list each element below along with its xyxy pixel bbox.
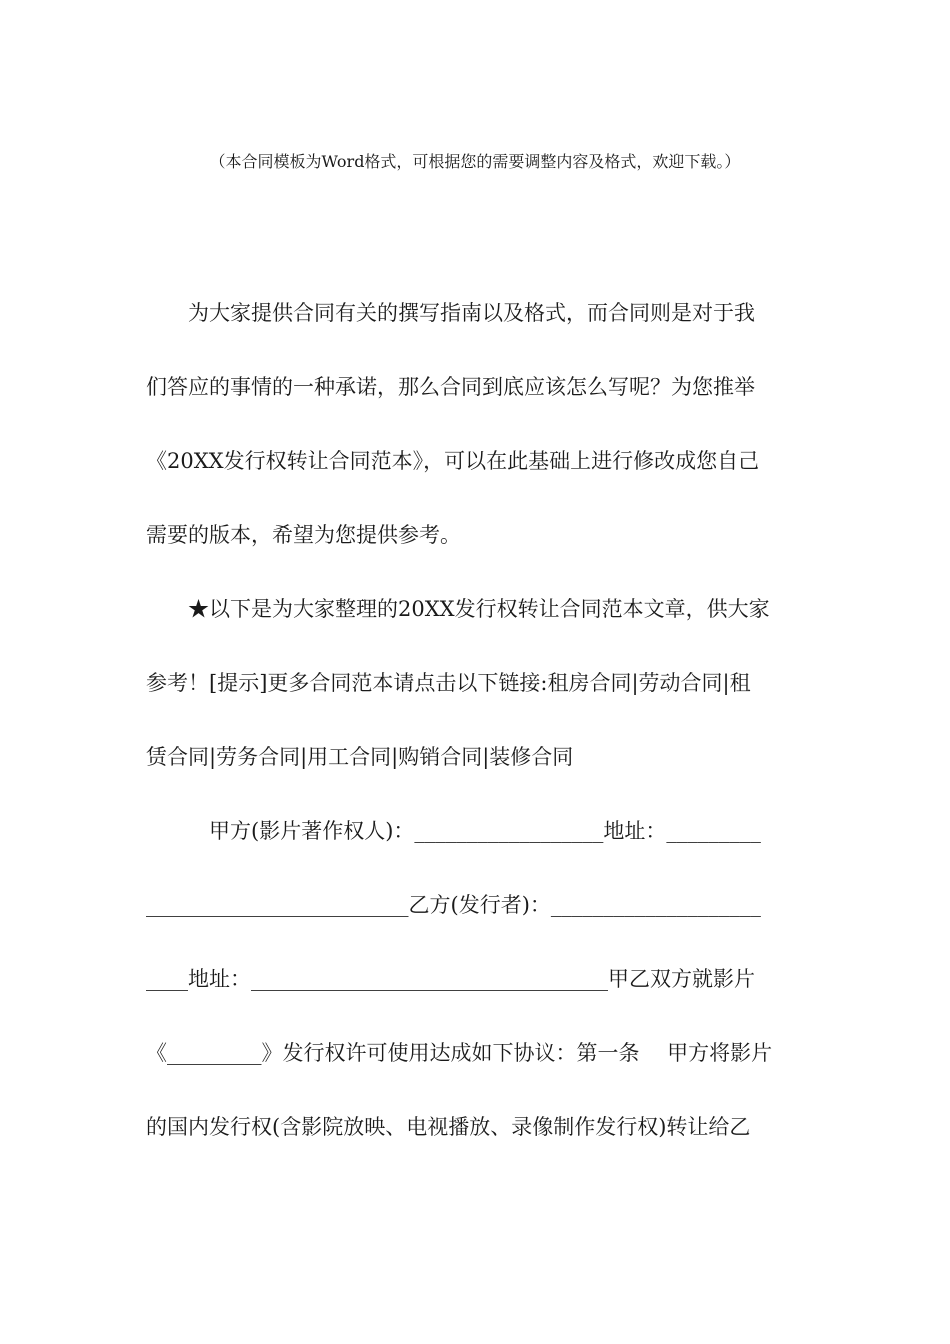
body-line: 需要的版本，希望为您提供参考。 [146,523,461,547]
body-line: 的国内发行权(含影院放映、电视播放、录像制作发行权)转让给乙 [146,1115,751,1139]
body-line: _________________________乙方(发行者)：____________________ [146,893,761,917]
body-line: 《_________》发行权许可使用达成如下协议：第一条 甲方将影片 [146,1041,773,1065]
body-line: 甲方(影片著作权人)：__________________地址：_________ [146,819,761,843]
body-line: 赁合同|劳务合同|用工合同|购销合同|装修合同 [146,745,574,769]
body-line: ★以下是为大家整理的20XX发行权转让合同范本文章，供大家 [146,597,770,621]
body-line: 参考！[提示]更多合同范本请点击以下链接:租房合同|劳动合同|租 [146,671,751,695]
body-line: 《20XX发行权转让合同范本》，可以在此基础上进行修改成您自己 [146,449,760,473]
body-line: 们答应的事情的一种承诺，那么合同到底应该怎么写呢？为您推举 [146,375,755,399]
contract-body [146,276,806,1164]
body-line: ____地址：__________________________________甲乙双方就影片 [146,967,755,991]
body-line: 为大家提供合同有关的撰写指南以及格式，而合同则是对于我 [146,301,755,325]
template-note: （本合同模板为Word格式，可根据您的需要调整内容及格式，欢迎下载。） [209,152,741,171]
